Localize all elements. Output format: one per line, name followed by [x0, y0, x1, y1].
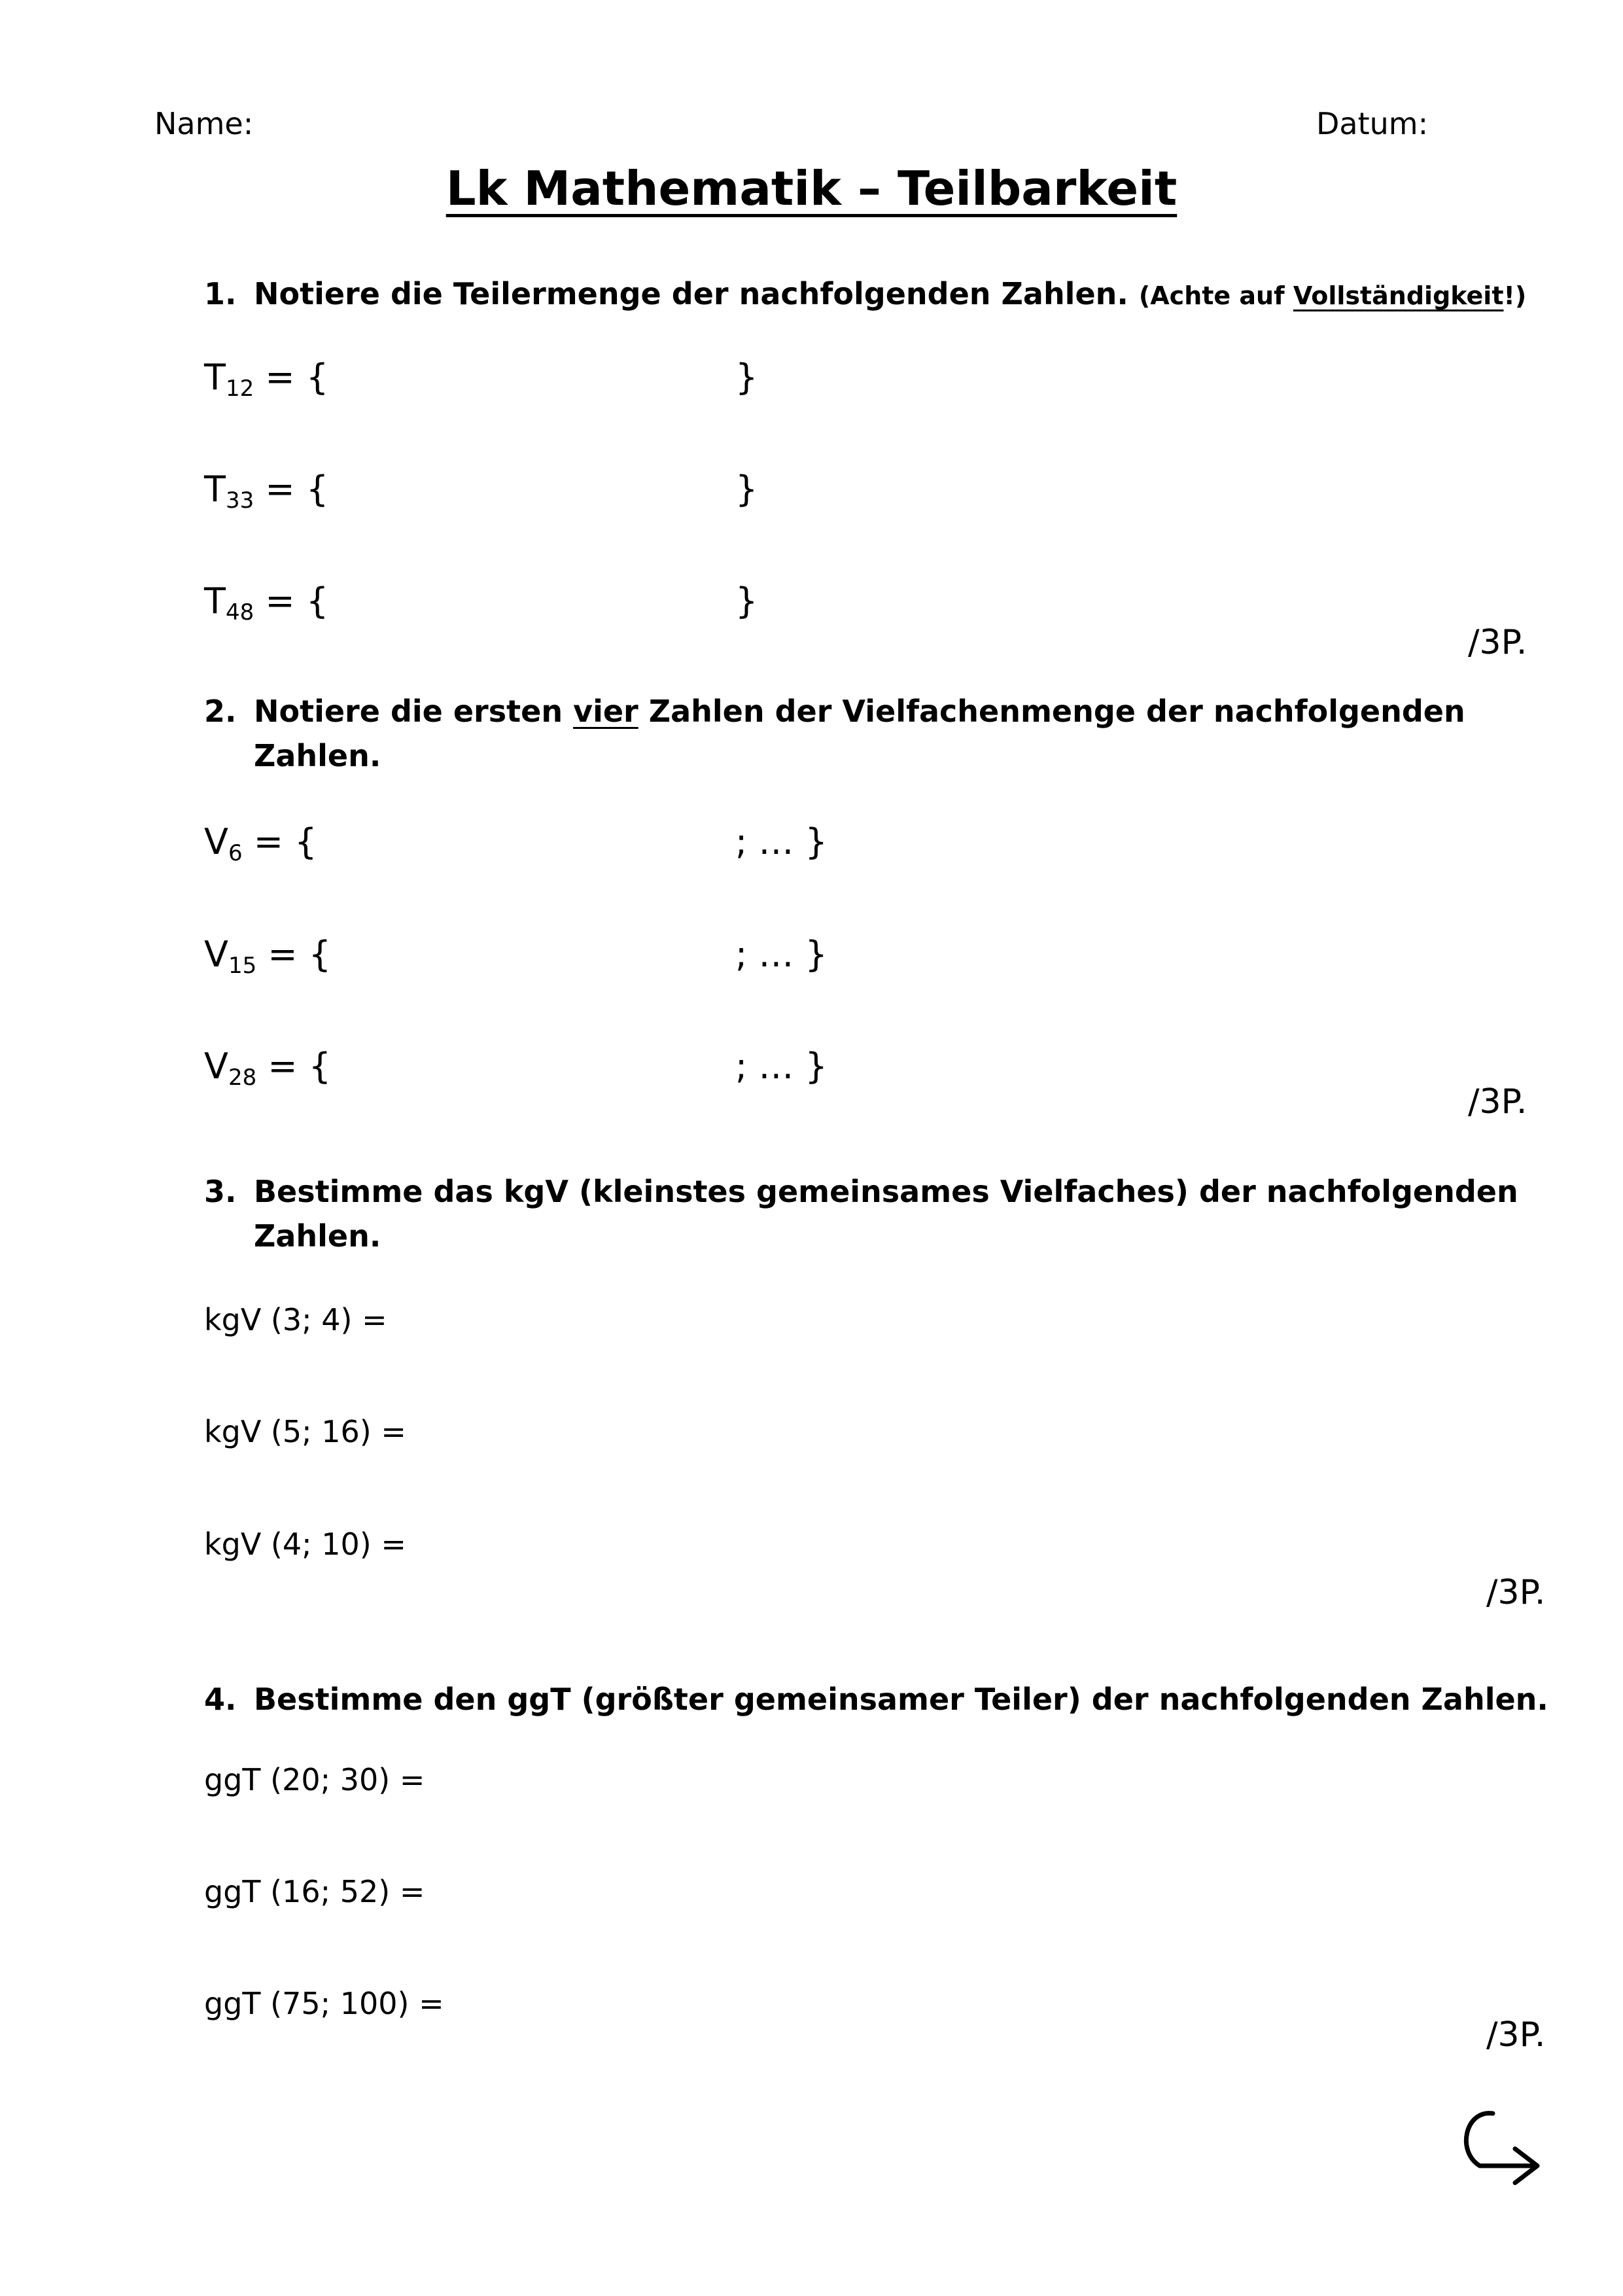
task-2-number: 2.: [204, 694, 237, 729]
task-4-points: /3P.: [1486, 2015, 1546, 2055]
set-symbol: V: [204, 1046, 228, 1087]
set-subscript: 33: [226, 487, 254, 514]
task-2-text-line2: Zahlen.: [254, 738, 381, 773]
set-subscript: 48: [226, 599, 254, 626]
task-1-text: Notiere die Teilermenge der nachfolgenden Zahlen.: [254, 276, 1128, 311]
task-1-note-prefix: (Achte auf: [1138, 281, 1293, 310]
set-symbol: T: [204, 580, 226, 622]
divisor-set-row: [204, 357, 329, 402]
task-1-number: 1.: [204, 276, 237, 311]
set-symbol: T: [204, 357, 226, 398]
set-subscript: 28: [228, 1065, 257, 1091]
set-symbol: V: [204, 934, 228, 975]
divisor-set-row: [204, 580, 329, 626]
gcd-item: ggT (75; 100) =: [204, 1986, 444, 2021]
set-close: ; … }: [735, 821, 828, 862]
set-open: = {: [256, 1046, 332, 1087]
date-label: Datum:: [1316, 106, 1429, 141]
task-3-text-line2: Zahlen.: [254, 1218, 381, 1254]
task-2-text-underlined: vier: [573, 694, 638, 729]
task-3-text-line1: Bestimme das kgV (kleinstes gemeinsames Vielfaches) der nachfolgenden: [254, 1174, 1518, 1209]
gcd-item: ggT (20; 30) =: [204, 1762, 425, 1797]
task-1-points: /3P.: [1468, 623, 1527, 662]
task-4-number: 4.: [204, 1682, 237, 1717]
task-1-note-underlined: Vollständigkeit: [1293, 281, 1504, 310]
set-open: = {: [242, 821, 317, 862]
set-subscript: 15: [228, 953, 257, 979]
lcm-item: kgV (3; 4) =: [204, 1302, 387, 1337]
task-3-instruction: [204, 1174, 1518, 1254]
set-symbol: T: [204, 468, 226, 510]
set-symbol: V: [204, 821, 228, 862]
task-2-text-before: Notiere die ersten: [254, 694, 574, 729]
task-2-instruction: [204, 696, 1465, 771]
set-open: = {: [254, 357, 329, 398]
task-2-points: /3P.: [1468, 1082, 1527, 1122]
lcm-item: kgV (5; 16) =: [204, 1414, 406, 1449]
set-open: = {: [256, 934, 332, 975]
set-close: ; … }: [735, 934, 828, 975]
turn-page-arrow-icon: [1451, 2106, 1549, 2191]
gcd-item: ggT (16; 52) =: [204, 1874, 425, 1909]
name-label: Name:: [154, 106, 254, 141]
lcm-item: kgV (4; 10) =: [204, 1527, 406, 1562]
task-3-number: 3.: [204, 1174, 237, 1209]
set-subscript: 12: [226, 376, 254, 402]
task-3-points: /3P.: [1486, 1573, 1546, 1612]
multiple-set-row: [204, 934, 332, 979]
set-close: }: [735, 468, 758, 510]
page-title-text: Lk Mathematik – Teilbarkeit: [445, 161, 1178, 216]
task-1-note: [1139, 281, 1526, 310]
multiple-set-row: [204, 821, 317, 866]
set-close: ; … }: [735, 1046, 828, 1087]
task-4-text: Bestimme den ggT (größter gemeinsamer Teiler) der nachfolgenden Zahlen.: [254, 1682, 1548, 1717]
set-open: = {: [254, 468, 329, 510]
task-2-text-after: Zahlen der Vielfachenmenge der nachfolgenden: [638, 694, 1465, 729]
set-open: = {: [254, 580, 329, 622]
set-subscript: 6: [228, 840, 243, 866]
multiple-set-row: [204, 1046, 332, 1091]
page-title: [0, 161, 1623, 216]
task-4-instruction: [204, 1682, 1548, 1717]
set-close: }: [735, 580, 758, 622]
task-1-note-suffix: !): [1503, 281, 1527, 310]
task-1-instruction: [204, 276, 1527, 311]
divisor-set-row: [204, 468, 329, 514]
set-close: }: [735, 357, 758, 398]
